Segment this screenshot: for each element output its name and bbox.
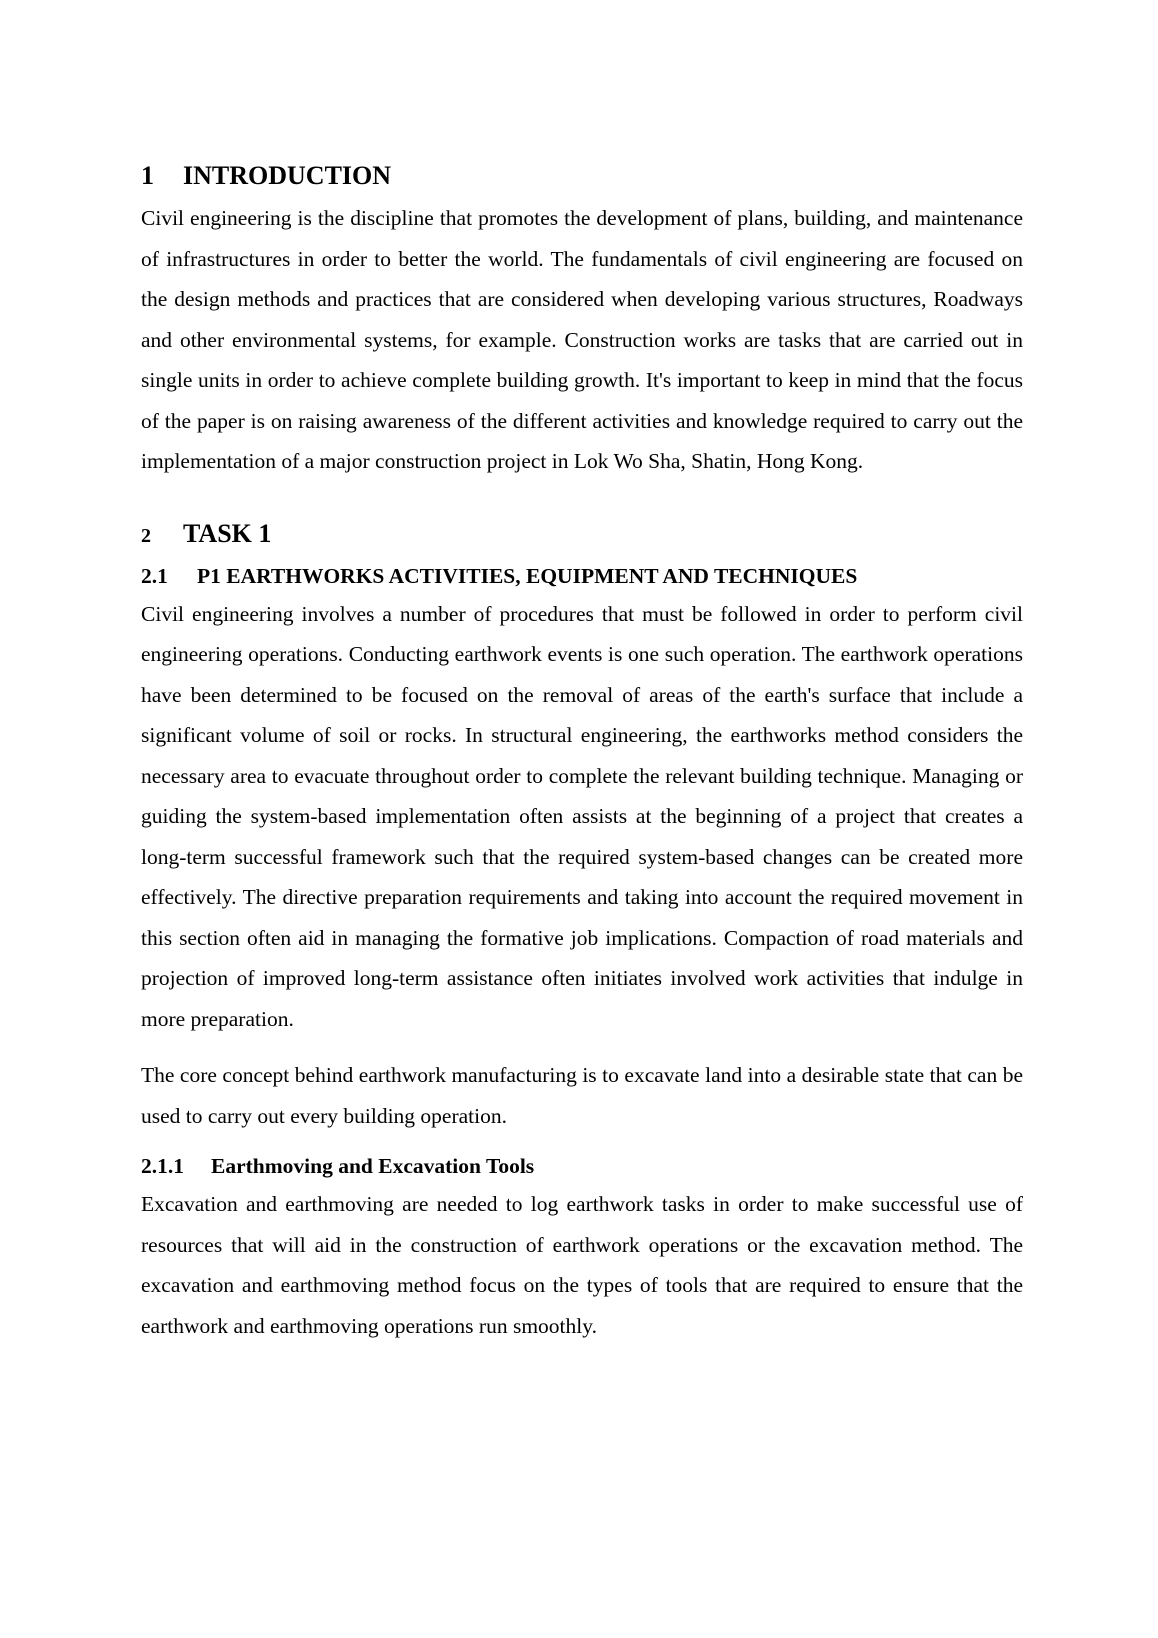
document-page <box>141 160 1023 1346</box>
heading-number: 2 <box>141 524 151 547</box>
heading-earthworks-activities <box>141 562 1023 590</box>
earthworks-paragraph-1: Civil engineering involves a number of procedures that must be followed in order to perform civil engineering operations. Conducting earthwork events is one such operation. The earthwork operations have been determined to be focused on the removal of areas of the earth's surface that include a significant volume of soil or rocks. In structural engineering, the earthworks method considers the necessary area to evacuate throughout order to complete the relevant building technique. Managing or guiding the system-based implementation often assists at the beginning of a project that creates a long-term successful framework such that the required system-based changes can be created more effectively. The directive preparation requirements and taking into account the required movement in this section often aid in managing the formative job implications. Compaction of road materials and projection of improved long-term assistance often initiates involved work activities that indulge in more preparation. <box>141 601 1023 1031</box>
earthworks-paragraph-2: The core concept behind earthwork manufacturing is to excavate land into a desirable state that can be used to carry out every building operation. <box>141 1063 1023 1128</box>
intro-paragraph: Civil engineering is the discipline that promotes the development of plans, building, and maintenance of infrastructures in order to better the world. The fundamentals of civil engineering are focused on the design methods and practices that are considered when developing various structures, Roadways and other environmental systems, for example. Construction works are tasks that are carried out in single units in order to achieve complete building growth. It's important to keep in mind that the focus of the paper is on raising awareness of the different activities and knowledge required to carry out the implementation of a major construction project in Lok Wo Sha, Shatin, Hong Kong. <box>141 206 1023 473</box>
heading-number: 1 <box>141 161 154 190</box>
heading-introduction <box>141 160 1023 192</box>
heading-title: P1 EARTHWORKS ACTIVITIES, EQUIPMENT AND TECHNIQUES <box>197 563 858 588</box>
earthmoving-paragraph: Excavation and earthmoving are needed to log earthwork tasks in order to make successful use of resources that will aid in the construction of earthwork operations or the excavation method. The excavation and earthmoving method focus on the types of tools that are required to ensure that the earthwork and earthmoving operations run smoothly. <box>141 1192 1023 1338</box>
heading-number: 2.1.1 <box>141 1154 184 1178</box>
heading-task-1 <box>141 518 1023 552</box>
heading-title: TASK 1 <box>183 518 272 548</box>
heading-title: INTRODUCTION <box>183 161 392 190</box>
heading-title: Earthmoving and Excavation Tools <box>211 1154 535 1178</box>
heading-number: 2.1 <box>141 563 168 588</box>
heading-earthmoving-tools <box>141 1152 1023 1180</box>
